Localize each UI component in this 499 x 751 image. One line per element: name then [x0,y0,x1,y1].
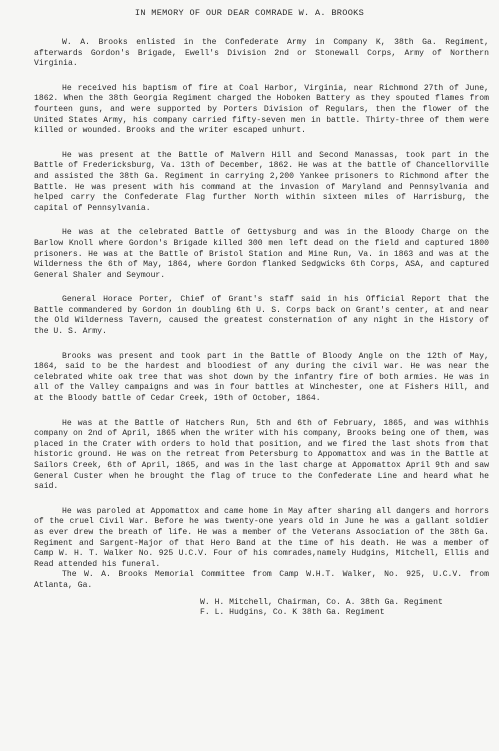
paragraph-committee: The W. A. Brooks Memorial Committee from Camp W.H.T. Walker, No. 925, U.C.V. from Atlanta, Ga. [34,570,489,590]
paragraph-malvern-hill: He was present at the Battle of Malvern Hill and Second Manassas, took part in the Battle of Fredericksburg, Va. 13th of December, 1862. He was at the battle of Chancellorville and assisted the 38th Ga. Regiment in carrying 2,200 Yankee prisoners to Richmond after the Battle. He was present with his command at the invasion of Maryland and Pennsylvania and helped carry the Confederate Flag further North within sixteen miles of Harrisburg, the capital of Pennsylvania. [34,150,489,213]
paragraph-gettysburg: He was at the celebrated Battle of Gettysburg and was in the Bloody Charge on the Barlow Knoll where Gordon's Brigade killed 300 men left dead on the field and captured 1800 prisoners. He was at the Battle of Bristol Station and Mine Run, Va. in 1863 and was at the Wilderness the 6th of May, 1864, where Gordon flanked Sedgwicks 6th Corps, ASA, and captured General Shaler and Seymour. [34,228,489,280]
paragraph-official-report: General Horace Porter, Chief of Grant's staff said in his Official Report that the Battle commandered by Gordon in doubling 6th U. S. Corps back on Grant's center, at and near the Old Wilderness Tavern, caused the greatest consternation of any night in the History of the U. S. Army. [34,295,489,337]
signature-line-member: F. L. Hudgins, Co. K 38th Ga. Regiment [200,608,385,618]
memorial-body [34,38,489,619]
paragraph-hatchers-run: He was at the Battle of Hatchers Run, 5th and 6th of February, 1865, and was withhis company on 2nd of April, 1865 when the writer with his company, Brooks being one of them, was placed in the Crater with orders to hold that position, and we fired the last shots from that historic ground. He was on the retreat from Petersburg to Appomattox and was in the Battle at Sailors Creek, 6th of April, 1865, and was in the last charge at Appomattox April 9th and saw General Custer when he brought the flag of truce to the Confederate Line and heard what he said. [34,418,489,492]
paragraph-bloody-angle: Brooks was present and took part in the Battle of Bloody Angle on the 12th of May, 1864, said to be the hardest and bloodiest of any during the civil war. He was near the celebrated white oak tree that was shot down by the infantry fire of both armies. He was in all of the Valley campaigns and was in four battles at Winchester, one at Fishers Hill, and at the Bloody battle of Cedar Creek, 19th of October, 1864. [34,351,489,404]
signature-block [34,598,489,619]
paragraph-coal-harbor: He received his baptism of fire at Coal Harbor, Virginia, near Richmond 27th of June, 1862. When the 38th Georgia Regiment charged the Hoboken Battery as they spouted flames from fourteen guns, and were supported by Porters Division of Regulars, then the flower of the United States Army, his company carried fifty-seven men in battle. Thirty-three of them were killed or wounded. Brooks and the writer escaped unhurt. [34,83,489,136]
paragraph-parole: He was paroled at Appomattox and came home in May after sharing all dangers and horrors of the cruel Civil War. Before he was twenty-one years old in June he was a gallant soldier as ever drew the breath of life. He was a member of the Veterans Association of the 38th Ga. Regiment and Sargent-Major of that Hero Band at the time of his death. He was a member of Camp W. H. T. Walker No. 925 U.C.V. Four of his comrades,namely Hudgins, Mitchell, Ellis and Read attended his funeral. [34,506,489,569]
paragraph-enlistment: W. A. Brooks enlisted in the Confederate Army in Company K, 38th Ga. Regiment, afterwards Gordon's Brigade, Ewell's Division 2nd or Stonewall Corps, Army of Northern Virginia. [34,38,489,69]
signature-line-chairman: W. H. Mitchell, Chairman, Co. A. 38th Ga. Regiment [200,597,443,607]
page-title: IN MEMORY OF OUR DEAR COMRADE W. A. BROOKS [134,8,365,18]
